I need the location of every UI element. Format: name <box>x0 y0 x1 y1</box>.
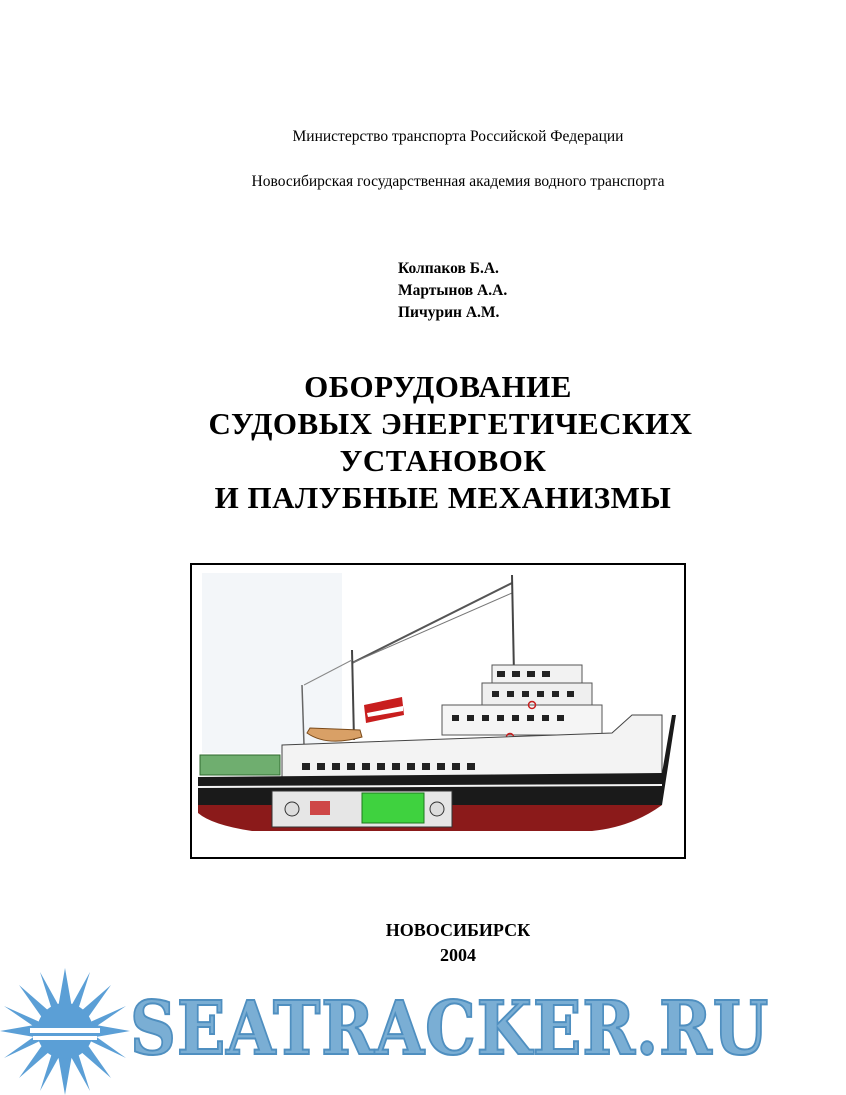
ship-illustration <box>192 565 684 857</box>
ministry-line: Министерство транспорта Российской Федерации <box>292 128 624 145</box>
author-2: Мартынов А.А. <box>398 282 508 299</box>
title-line-3: УСТАНОВОК <box>339 443 547 478</box>
publication-year: 2004 <box>440 945 476 965</box>
sun-logo-icon <box>0 968 130 1095</box>
watermark-text: SEATRACKER.RU <box>130 986 770 1072</box>
academy-line: Новосибирская государственная академия водного транспорта <box>251 173 665 190</box>
author-1: Колпаков Б.А. <box>398 260 499 277</box>
book-title <box>0 368 846 516</box>
authors-block <box>398 258 507 324</box>
title-line-2: СУДОВЫХ ЭНЕРГЕТИЧЕСКИХ <box>208 406 693 441</box>
publication-city: НОВОСИБИРСК <box>385 920 531 940</box>
title-line-4: И ПАЛУБНЫЕ МЕХАНИЗМЫ <box>214 480 672 515</box>
title-line-1: ОБОРУДОВАНИЕ <box>304 369 572 404</box>
watermark <box>0 968 846 1095</box>
author-3: Пичурин А.М. <box>398 304 500 321</box>
ship-illustration-frame <box>190 563 686 859</box>
